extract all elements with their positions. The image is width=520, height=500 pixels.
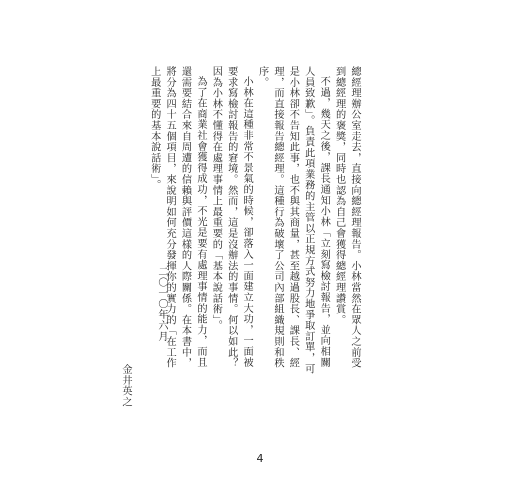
page-number: 4 xyxy=(256,452,264,465)
paragraph: 小林在這種非常不景氣的時候，卻落入一面建立大功，一面被要求寫檢討報告的窘境。然而，這是沒辦法的事情。何以如此？因為小林不懂得在處理事情上最重要的「基本說話術」。 xyxy=(210,66,253,369)
signature-author: 金井英之 xyxy=(120,364,131,408)
signature-date: 二〇一〇年六月 xyxy=(156,266,167,342)
paragraph: 總經理辦公室走去，直接向總經理報告。小林當然在眾人之前受到總經理的褒獎，同時也認為自己會獲得總經理讚賞。 xyxy=(333,66,360,369)
paragraph: 不過，幾天之後，課長通知小林「立刻寫檢討報告，並向相關人員致歉」。負責此項業務的主管以正規方式努力地爭取訂單，可是小林卻不告知此事，也不與其商量，甚至越過股長、課長、經理，而直接報告總經理。這種行為破壞了公司內部組織規則和秩序。 xyxy=(256,66,330,375)
signature-block xyxy=(118,266,174,416)
paragraph: 為了在商業社會獲得成功，不光是要有處理事情的能力，而且還需要結合來自周遭的信賴與評價這樣的人際關係。在本書中，將分為四十五個項目，來說明如何充分發揮你的實力的「在工作上最重要的基本說話術」。 xyxy=(148,66,206,369)
body-text xyxy=(146,66,362,378)
